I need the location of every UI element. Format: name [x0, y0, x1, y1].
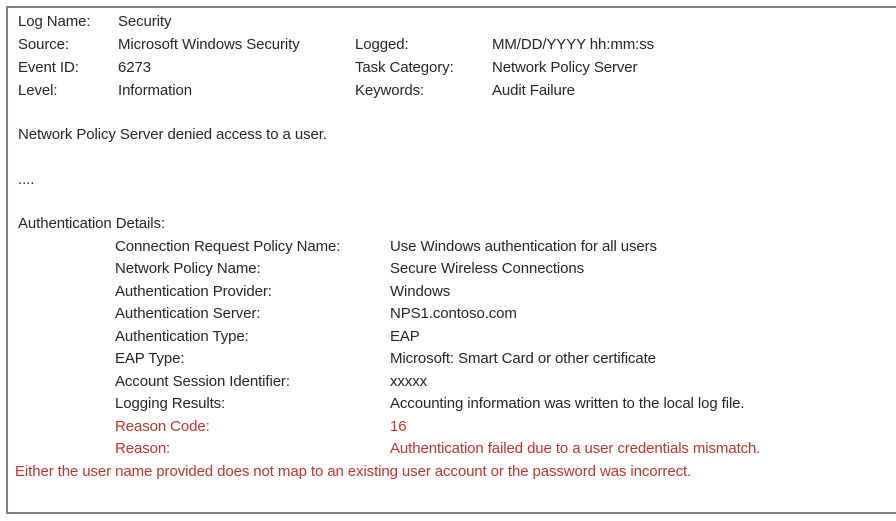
detail-row: [115, 303, 893, 326]
authentication-details-title: Authentication Details:: [18, 215, 165, 232]
header-value: 6273: [118, 59, 151, 76]
detail-value: EAP: [390, 327, 420, 345]
header-value-right: [492, 10, 893, 33]
header-label: Log Name:: [18, 13, 91, 30]
detail-label: Connection Request Policy Name:: [115, 237, 341, 255]
detail-label: Network Policy Name:: [115, 260, 261, 277]
detail-value: xxxxx: [390, 372, 428, 390]
detail-value: Accounting information was written to the local log file.: [390, 395, 745, 412]
header-value-right: Network Policy Server: [492, 59, 638, 76]
event-header-row: [18, 79, 893, 102]
detail-row: [115, 348, 893, 371]
detail-value: Authentication failed due to a user credentials mismatch.: [390, 440, 761, 457]
detail-label: Authentication Type:: [115, 327, 249, 345]
detail-row: [115, 416, 893, 439]
detail-row: [115, 393, 893, 416]
header-label-right: [355, 10, 492, 33]
event-log-frame: [6, 6, 896, 514]
reason-explanation-note: Either the user name provided does not map to an existing user account or the password was incorrect.: [15, 462, 692, 480]
event-header-row: [18, 10, 893, 33]
detail-label: Logging Results:: [115, 395, 226, 412]
event-description: Network Policy Server denied access to a user.: [18, 126, 327, 143]
detail-label: Reason Code:: [115, 417, 210, 435]
detail-value: Secure Wireless Connections: [390, 260, 585, 277]
detail-row: [115, 258, 893, 281]
detail-label: Authentication Server:: [115, 305, 261, 322]
detail-row: [115, 236, 893, 259]
authentication-details-list: [18, 236, 893, 461]
detail-value: 16: [390, 417, 407, 435]
header-value: Microsoft Windows Security: [118, 36, 300, 53]
header-label: Source:: [18, 36, 69, 53]
header-label-right: Keywords:: [355, 82, 425, 99]
event-header-row: [18, 56, 893, 79]
detail-row: [115, 281, 893, 304]
header-label: Level:: [18, 82, 58, 99]
omitted-content-ellipsis: ....: [18, 170, 35, 188]
detail-label: Authentication Provider:: [115, 282, 272, 300]
detail-label: EAP Type:: [115, 350, 185, 367]
detail-value: Use Windows authentication for all users: [390, 237, 657, 255]
detail-value: NPS1.contoso.com: [390, 305, 517, 322]
event-header-row: [18, 33, 893, 56]
header-label-right: Task Category:: [355, 59, 454, 76]
header-value: Information: [118, 82, 192, 99]
header-value: Security: [118, 13, 172, 30]
detail-row: [115, 438, 893, 461]
header-value-right: Audit Failure: [492, 82, 575, 99]
detail-label: Reason:: [115, 440, 171, 457]
header-value-right: MM/DD/YYYY hh:mm:ss: [492, 36, 655, 53]
detail-label: Account Session Identifier:: [115, 372, 290, 390]
header-label: Event ID:: [18, 59, 79, 76]
header-label-right: Logged:: [355, 36, 409, 53]
event-header: [18, 10, 893, 102]
detail-value: Windows: [390, 282, 451, 300]
detail-value: Microsoft: Smart Card or other certificate: [390, 350, 656, 367]
detail-row: [115, 326, 893, 349]
detail-row: [115, 371, 893, 394]
